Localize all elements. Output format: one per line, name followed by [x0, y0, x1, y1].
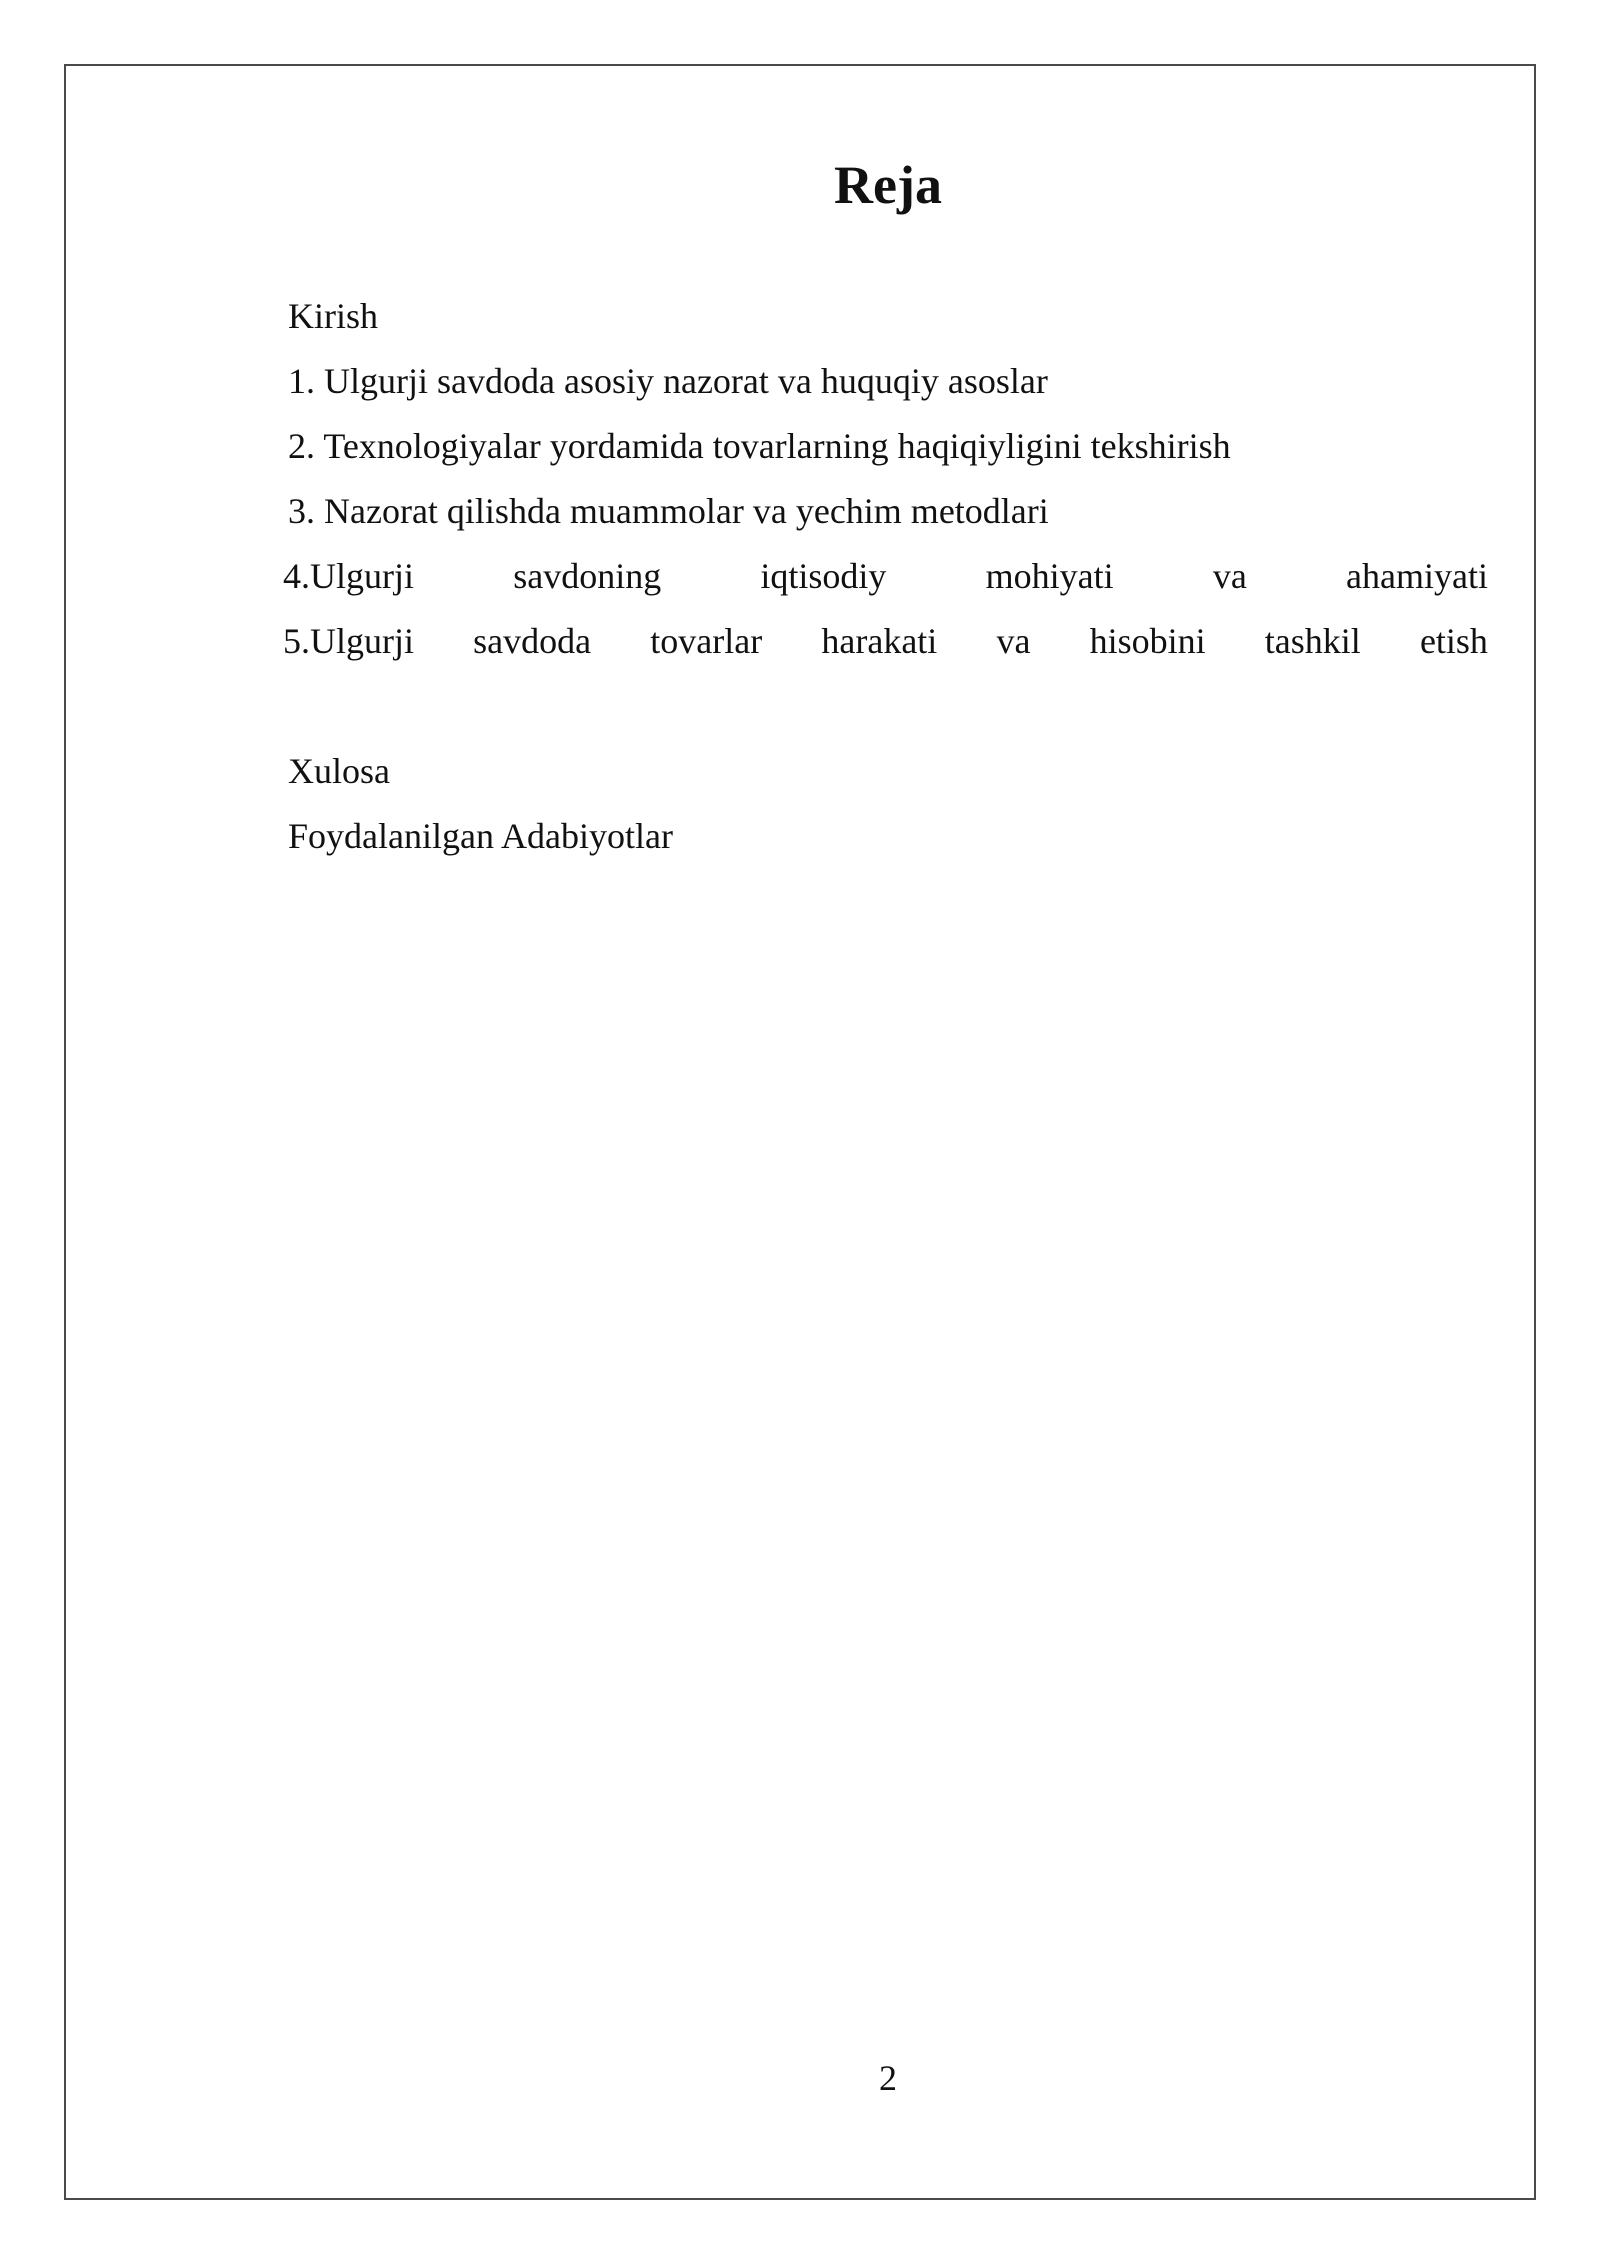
plan-spacer: [288, 674, 1488, 739]
plan-item-5-word: 5.Ulgurji: [283, 621, 414, 661]
page-number: 2: [879, 2058, 897, 2098]
page-title: Reja: [834, 155, 942, 215]
plan-item-5-word: etish: [1419, 621, 1488, 661]
plan-item-5-word: tashkil: [1264, 621, 1361, 661]
plan-item-4-word: 4.Ulgurji: [283, 556, 414, 596]
plan-item-references: Foydalanilgan Adabiyotlar: [288, 816, 673, 856]
plan-item-5: [283, 609, 1488, 674]
plan-item-2: 2. Texnologiyalar yordamida tovarlarning haqiqiyligini tekshirish: [288, 426, 1231, 466]
plan-list: [283, 284, 1488, 869]
plan-item-5-word: harakati: [821, 621, 938, 661]
plan-item-5-word: va: [996, 621, 1031, 661]
plan-item-4-word: ahamiyati: [1346, 556, 1488, 596]
plan-item-5-word: savdoda: [473, 621, 592, 661]
plan-item-4-word: savdoning: [513, 556, 662, 596]
plan-item-4-word: va: [1212, 556, 1247, 596]
plan-item-4-word: iqtisodiy: [760, 556, 887, 596]
plan-item-4: [283, 544, 1488, 609]
plan-item-3: 3. Nazorat qilishda muammolar va yechim metodlari: [288, 491, 1049, 531]
plan-item-5-word: tovarlar: [650, 621, 763, 661]
plan-item-conclusion: Xulosa: [288, 751, 390, 791]
plan-item-intro: Kirish: [288, 296, 378, 336]
plan-item-5-word: hisobini: [1089, 621, 1206, 661]
plan-item-1: 1. Ulgurji savdoda asosiy nazorat va huquqiy asoslar: [288, 361, 1048, 401]
plan-item-4-word: mohiyati: [985, 556, 1114, 596]
